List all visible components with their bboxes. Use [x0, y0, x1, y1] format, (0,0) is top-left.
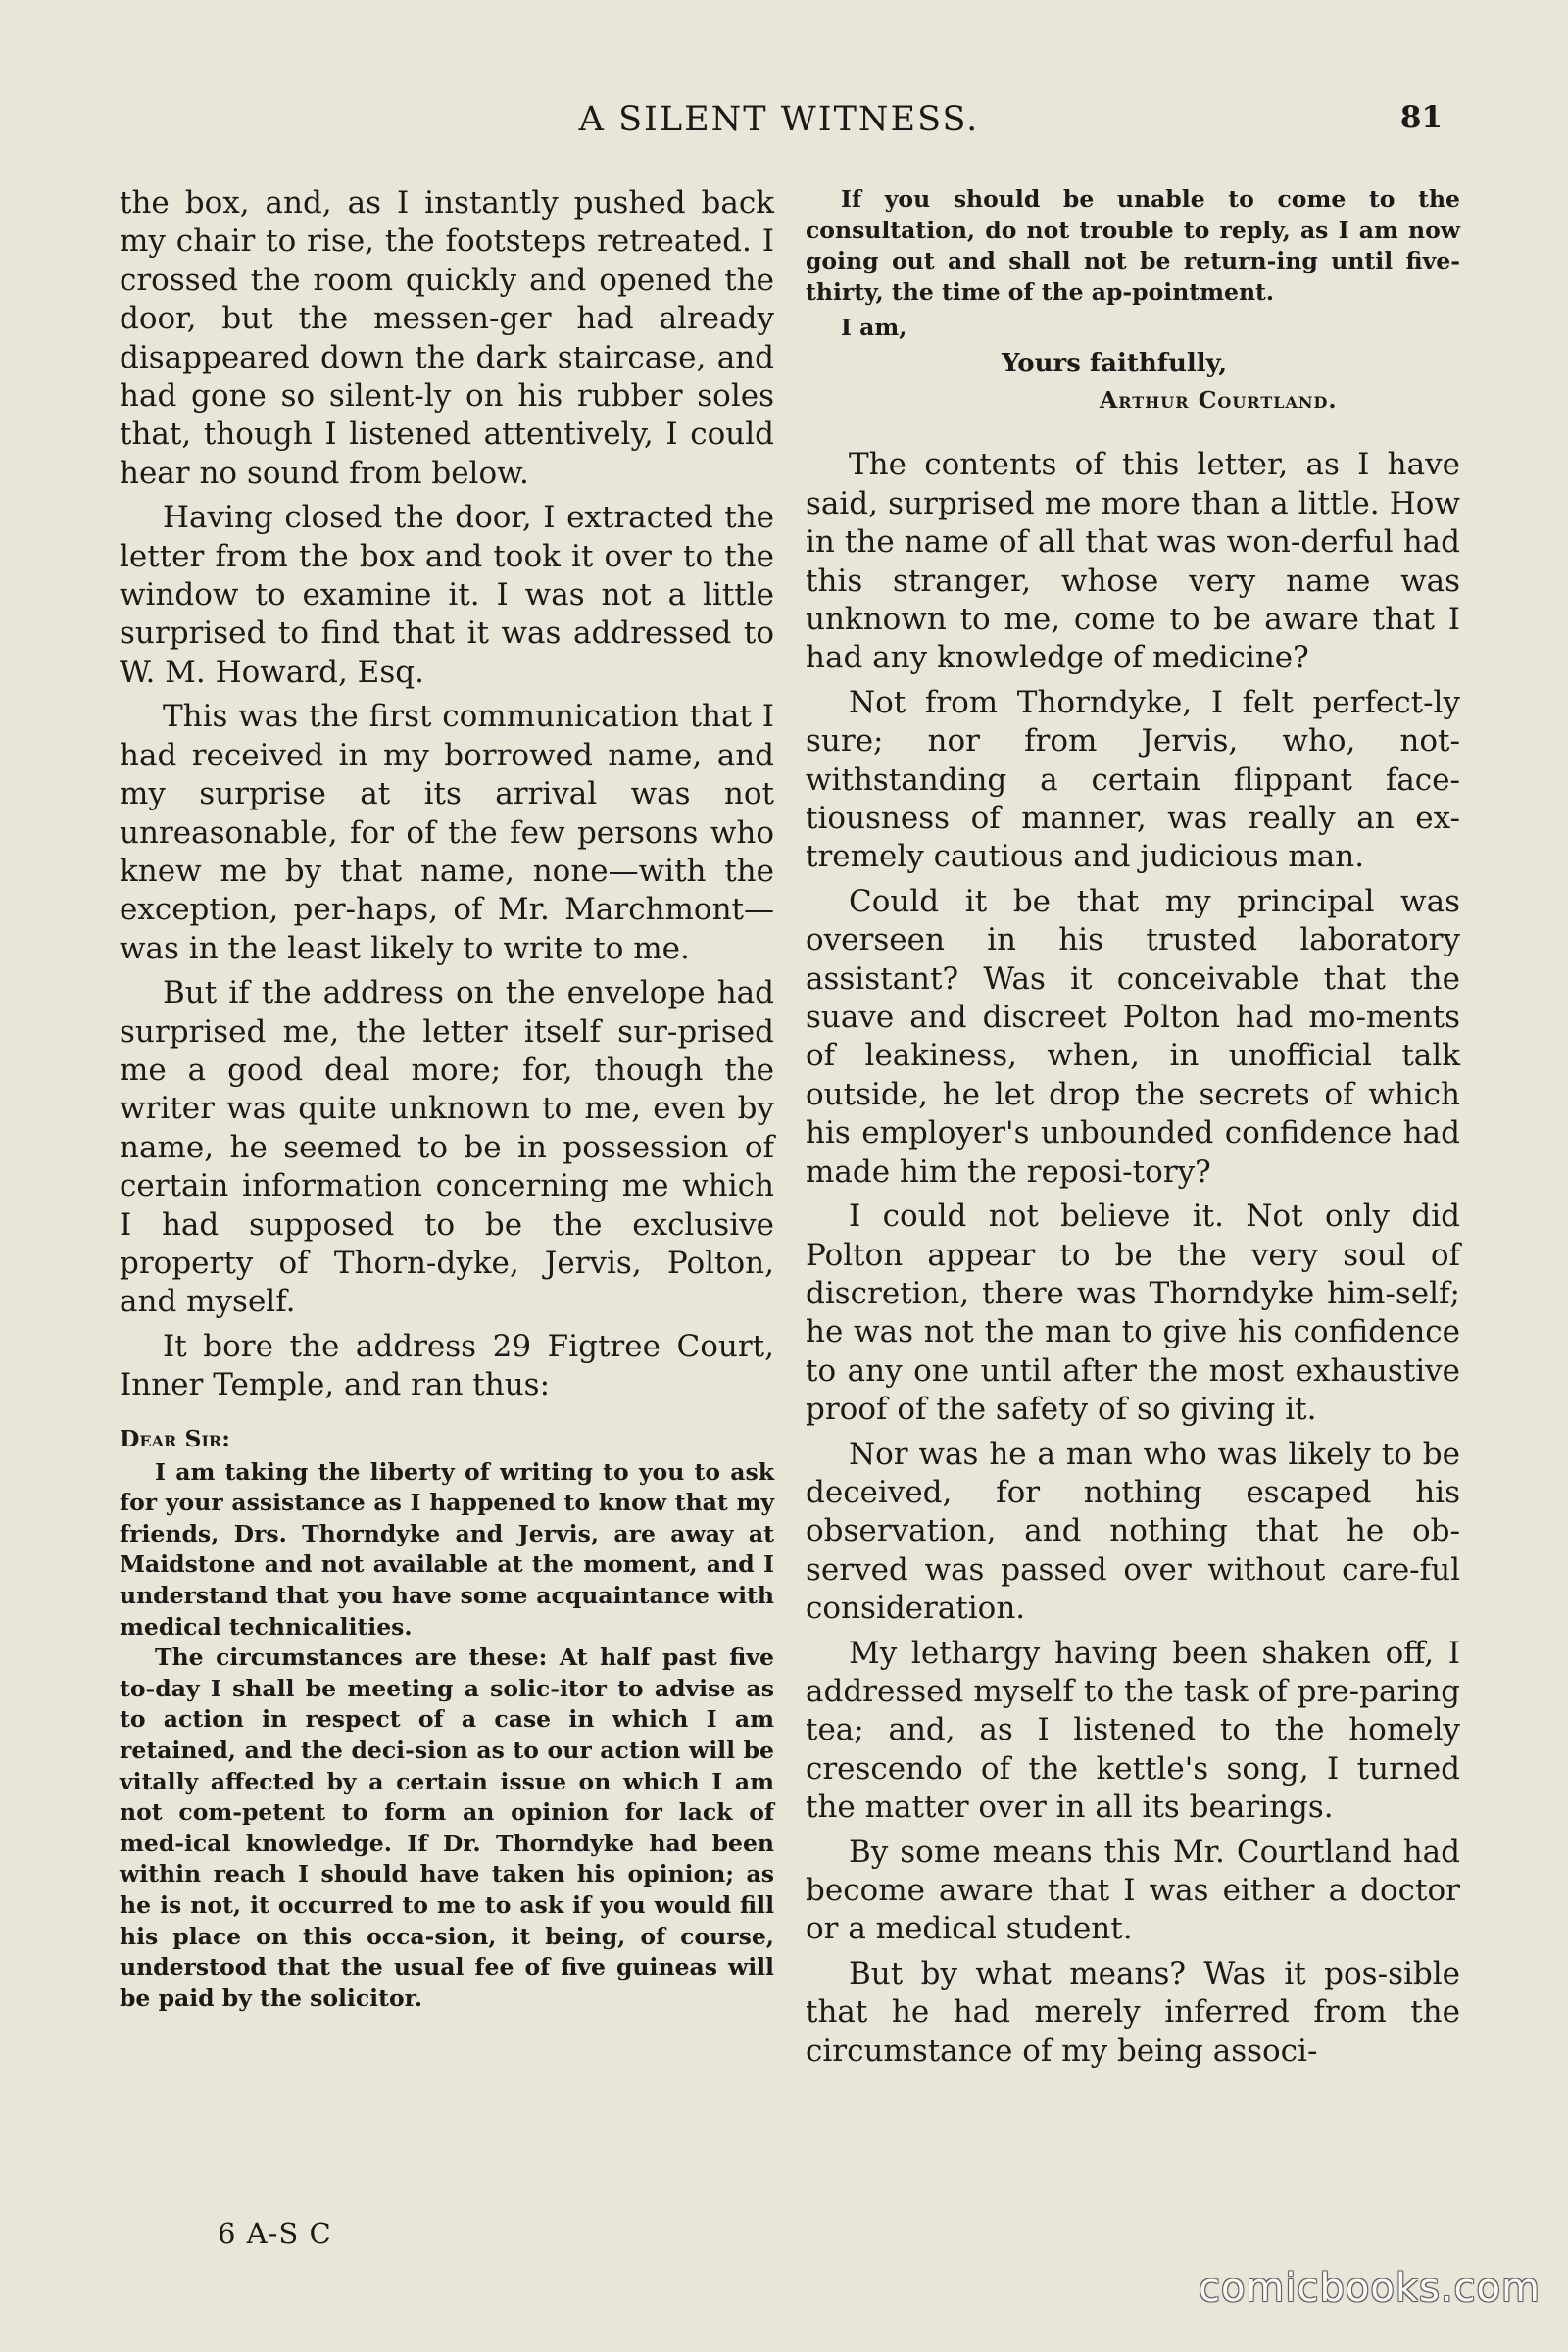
paragraph: Nor was he a man who was likely to be deceived, for nothing escaped his observation, and nothing that he ob-served was passed over without care-ful consideration. — [806, 1436, 1460, 1627]
letter-block — [120, 1423, 774, 2015]
spacer — [806, 416, 1460, 446]
paragraph: The contents of this letter, as I have said, surprised me more than a little. How in the name of all that was won-derful had this stranger, whose very name was unknown to me, come to be aware that I had any knowledge of medicine? — [806, 447, 1460, 676]
letter-paragraph: I am taking the liberty of writing to you to ask for your assistance as I happened to know that my friends, Drs. Thorndyke and Jervis, are away at Maidstone and not available at the moment, and I understand that you have some acquaintance with medical technicalities. — [120, 1457, 774, 1641]
left-column — [120, 184, 774, 2014]
paragraph: It bore the address 29 Figtree Court, Inner Temple, and ran thus: — [120, 1328, 774, 1403]
right-column — [806, 184, 1460, 2077]
paragraph: This was the first communication that I had received in my borrowed name, and my surprise at its arrival was not unreasonable, for of the few persons who knew me by that name, none—with the exception, per-haps, of Mr. Marchmont—was in the least likely to write to me. — [120, 699, 774, 966]
letter-closing-i-am: I am, — [841, 314, 907, 342]
paragraph: Could it be that my principal was overseen in his trusted laboratory assistant? Was it conceivable that the suave and discreet Polton had mo-ments of leakiness, when, in unofficial talk outside, he let drop the secrets of which his employer's unbounded confidence had made him the reposi-tory? — [806, 883, 1460, 1190]
letter-paragraph: If you should be unable to come to the consultation, do not trouble to reply, as I am now going out and shall not be return-ing until five-thirty, the time of the ap-pointment. — [806, 185, 1460, 306]
paragraph: Not from Thorndyke, I felt perfect-ly sure; nor from Jervis, who, not-withstanding a certain flippant face-tiousness of manner, was really an ex-tremely cautious and judicious man. — [806, 684, 1460, 875]
letter-closing-yours: Yours faithfully, — [1002, 349, 1228, 379]
paragraph: I could not believe it. Not only did Polton appear to be the very soul of discretion, there was Thorndyke him-self; he was not the man to give his confidence to any one until after the most exhaustive proof of the safety of so giving it. — [806, 1199, 1460, 1428]
paragraph: My lethargy having been shaken off, I addressed myself to the task of pre-paring tea; and, as I listened to the homely crescendo of the kettle's song, I turned the matter over in all its bearings. — [806, 1635, 1460, 1826]
paragraph: But if the address on the envelope had surprised me, the letter itself sur-prised me a good deal more; for, though the writer was quite unknown to me, even by name, he seemed to be in possession of certain information concerning me which I had supposed to be the exclusive property of Thorn-dyke, Jervis, Polton, and myself. — [120, 975, 774, 1320]
letter-signature: Arthur Courtland. — [1100, 386, 1338, 415]
paragraph: Having closed the door, I extracted the letter from the box and took it over to the window to examine it. I was not a little surprised to find that it was addressed to W. M. Howard, Esq. — [120, 500, 774, 690]
page-number: 81 — [1399, 100, 1443, 135]
printer-signature-mark: 6 A-S C — [218, 2217, 332, 2250]
letter-paragraph: The circumstances are these: At half past five to-day I shall be meeting a solic-itor to advise as to action in respect of a case in which I am retained, and the deci-sion as to our action will be vitally affected by a certain issue on which I am not com-petent to form an opinion for lack of med-ical knowledge. If Dr. Thorndyke had been within reach I should have taken his opinion; as he is not, it occurred to me to ask if you would fill his place on this occa-sion, it being, of course, understood that the usual fee of five guineas will be paid by the solicitor. — [120, 1643, 774, 2012]
watermark: comicbooks.com — [1198, 2266, 1541, 2311]
paragraph: By some means this Mr. Courtland had become aware that I was either a doctor or a medical student. — [806, 1834, 1460, 1947]
paragraph: But by what means? Was it pos-sible that he had merely inferred from the circumstance of my being associ- — [806, 1955, 1460, 2069]
running-head: A SILENT WITNESS. — [578, 100, 980, 139]
page-header — [0, 100, 1568, 159]
letter-salutation: Dear Sir: — [120, 1424, 230, 1452]
paragraph: the box, and, as I instantly pushed back my chair to rise, the footsteps retreated. I crossed the room quickly and opened the door, but the messen-ger had already disappeared down the dark staircase, and had gone so silent-ly on his rubber soles that, though I listened attentively, I could hear no sound from below. — [120, 185, 774, 491]
